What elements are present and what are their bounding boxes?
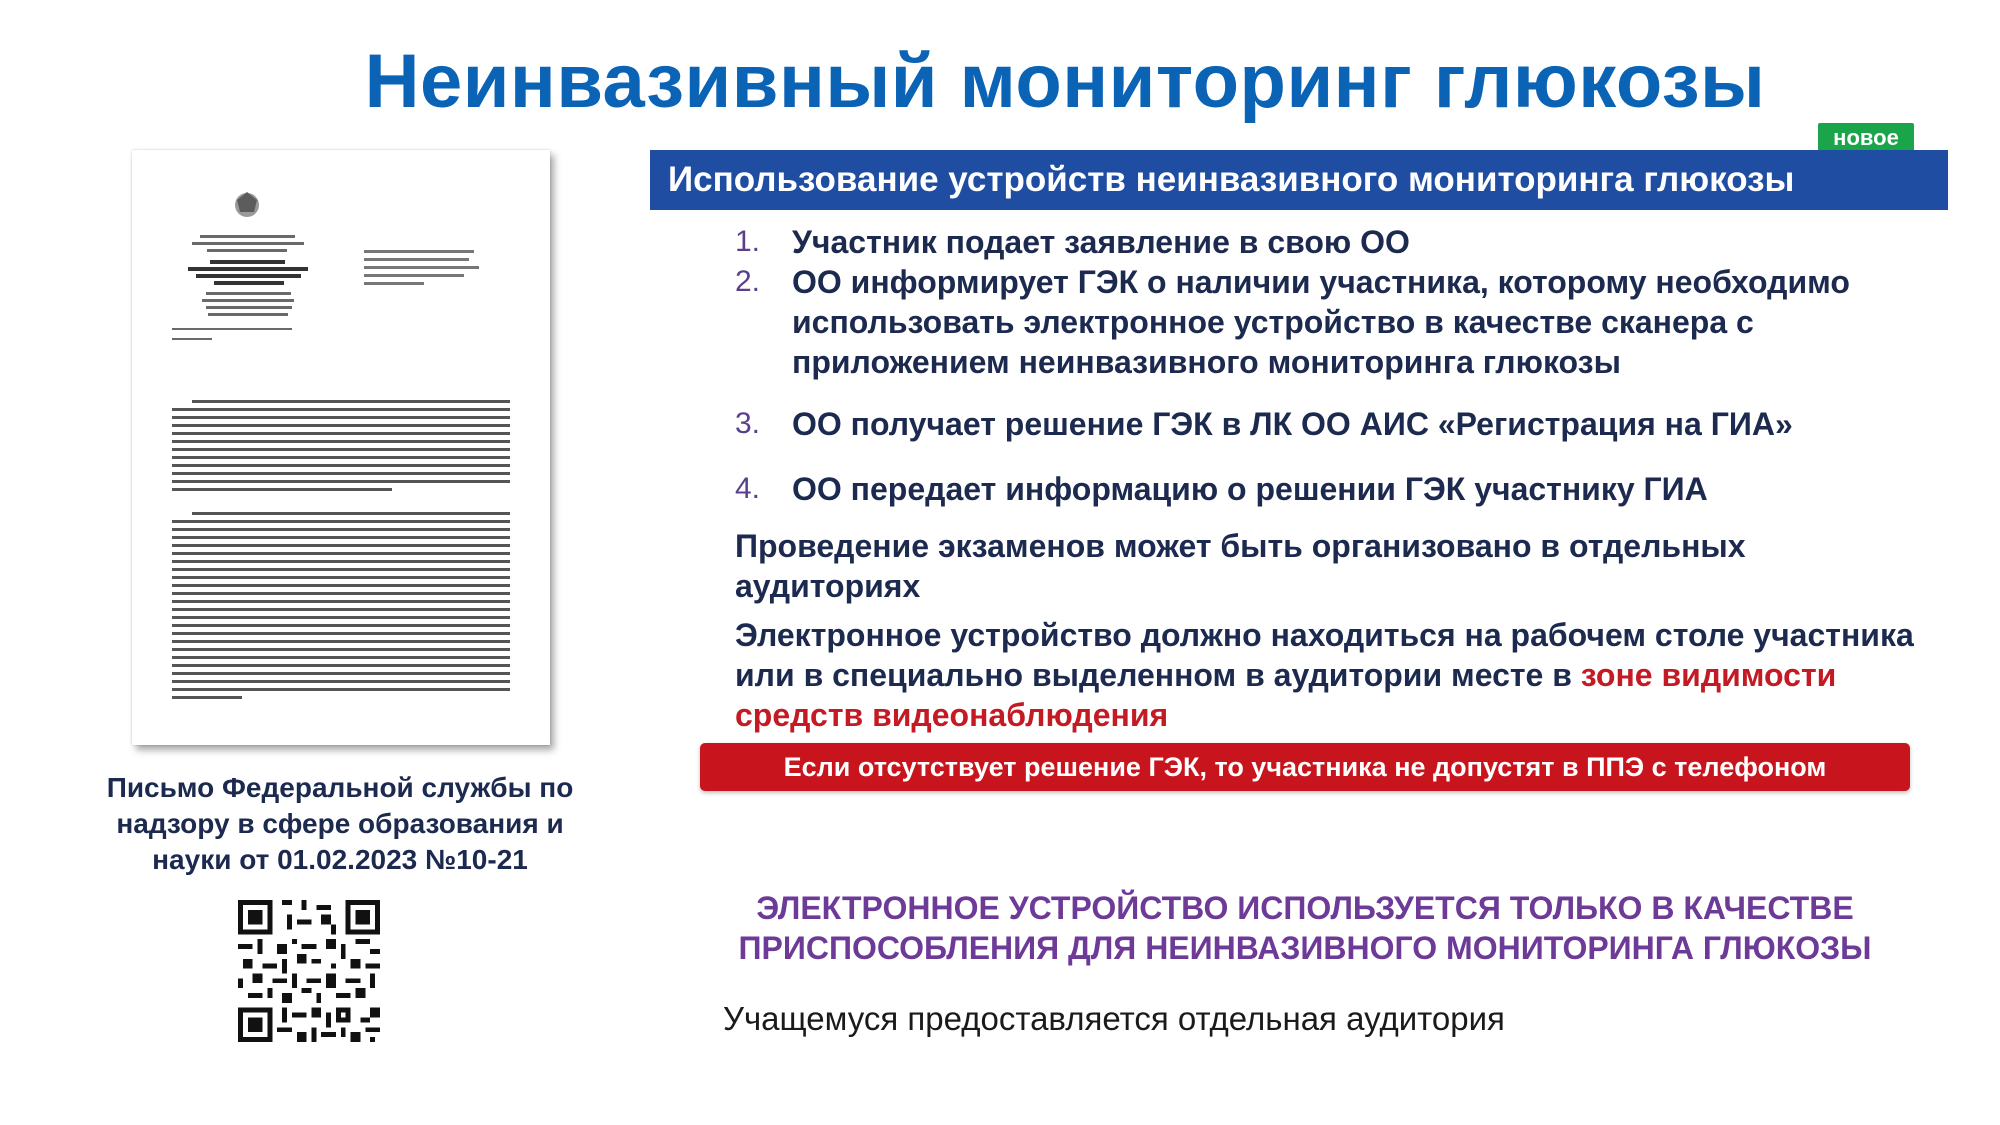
list-item	[735, 469, 1935, 509]
list-item	[735, 262, 1935, 382]
step-text: ОО передает информацию о решении ГЭК участнику ГИА	[792, 471, 1708, 507]
page-title: Неинвазивный мониторинг глюкозы	[364, 39, 1766, 124]
letter-caption: Письмо Федеральной службы по надзору в сфере образования и науки от 01.02.2023 №10-21	[106, 772, 574, 875]
letter-document-image	[132, 150, 550, 745]
separate-room-note: Учащемуся предоставляется отдельная аудитория	[723, 1000, 1505, 1037]
paragraph-device-placement	[735, 615, 1935, 735]
step-number: 2.	[735, 265, 761, 298]
step-text: ОО получает решение ГЭК в ЛК ОО АИС «Регистрация на ГИА»	[792, 406, 1793, 442]
step-text: ОО информирует ГЭК о наличии участника, которому необходимо использовать электронное устройство в качестве сканера с приложением неинвазивного мониторинга глюкозы	[792, 264, 1850, 380]
device-usage-note: ЭЛЕКТРОННОЕ УСТРОЙСТВО ИСПОЛЬЗУЕТСЯ ТОЛЬКО В КАЧЕСТВЕ ПРИСПОСОБЛЕНИЯ ДЛЯ НЕИНВАЗИВНОГО МОНИТОРИНГА ГЛЮКОЗЫ	[738, 890, 1872, 966]
steps-list	[735, 222, 1935, 509]
warning-banner: Если отсутствует решение ГЭК, то участника не допустят в ППЭ с телефоном	[700, 743, 1910, 791]
list-item	[735, 404, 1935, 444]
list-item	[735, 222, 1935, 262]
paragraph-highlight-red: зоне видимости средств видеонаблюдения	[735, 657, 1837, 733]
paragraph-separate-rooms: Проведение экзаменов может быть организовано в отдельных аудиториях	[735, 528, 1746, 604]
new-badge: новое	[1818, 123, 1914, 159]
qr-code-icon[interactable]	[238, 900, 380, 1042]
paragraph-device-placement-text: Электронное устройство должно находиться на рабочем столе участника или в специально выделенном в аудитории месте в	[735, 617, 1914, 693]
step-text: Участник подает заявление в свою ОО	[792, 224, 1410, 260]
letter-page-scan	[132, 150, 550, 745]
step-number: 3.	[735, 407, 761, 440]
section-banner: Использование устройств неинвазивного мониторинга глюкозы	[650, 150, 1948, 210]
step-number: 4.	[735, 472, 761, 505]
emblem-icon	[235, 192, 259, 217]
step-number: 1.	[735, 225, 761, 258]
